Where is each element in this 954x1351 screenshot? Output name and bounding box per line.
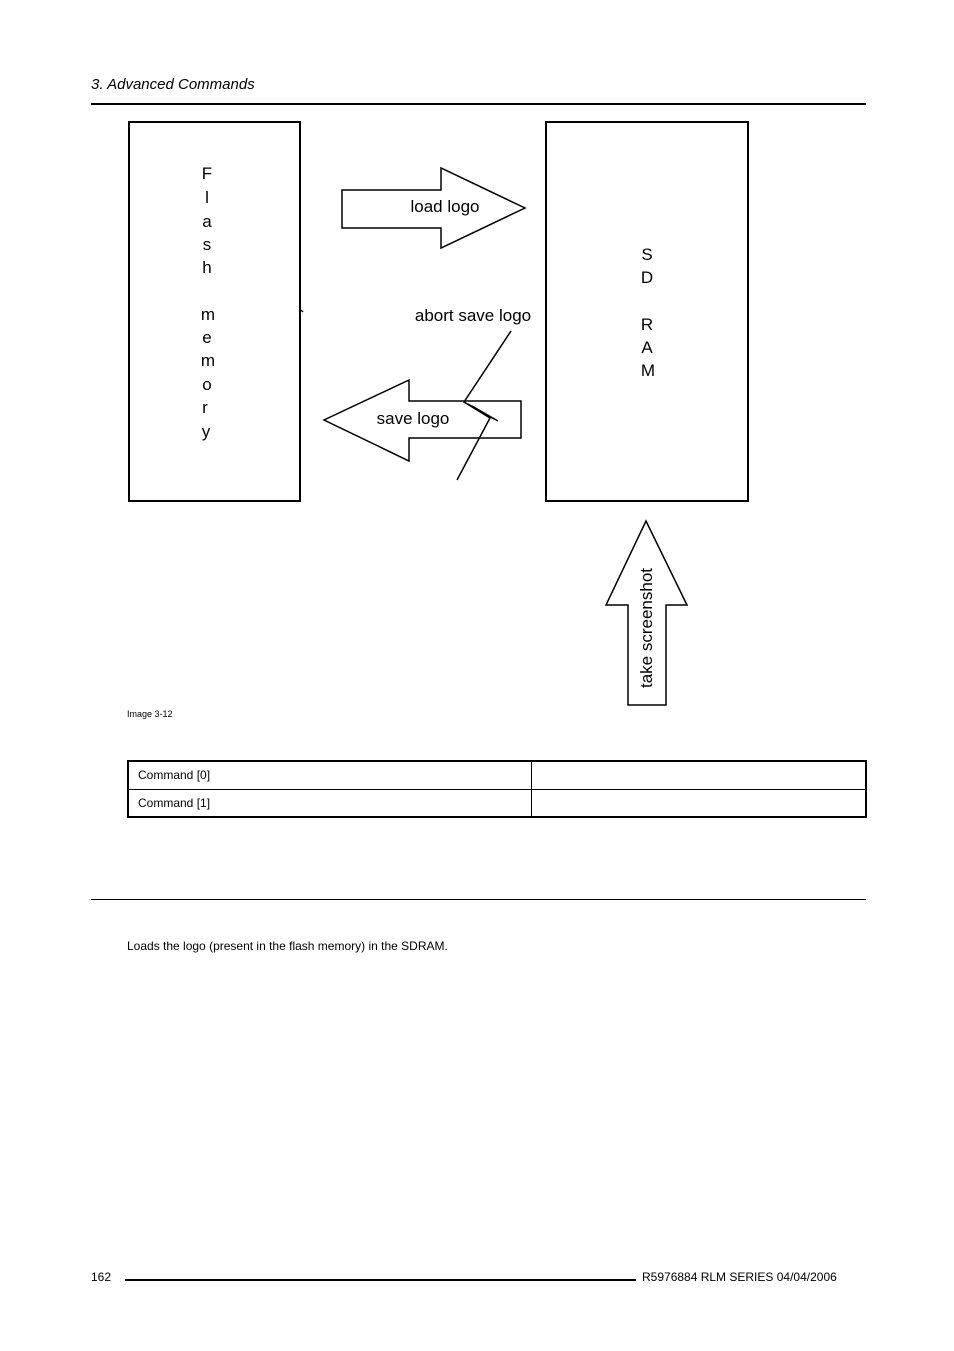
take-screenshot-label: take screenshot bbox=[637, 567, 656, 689]
save-logo-label: save logo bbox=[376, 409, 450, 428]
body-paragraph: Loads the logo (present in the flash memory) in the SDRAM. bbox=[127, 939, 448, 953]
footer-rule bbox=[125, 1279, 636, 1281]
flash-letter: l bbox=[205, 188, 209, 207]
table-cell bbox=[531, 789, 866, 817]
flash-letter: o bbox=[202, 375, 212, 394]
page-header-title: 3. Advanced Commands bbox=[91, 76, 255, 93]
page-number: 162 bbox=[91, 1270, 112, 1284]
load-logo-label: load logo bbox=[410, 197, 480, 216]
section-rule bbox=[91, 899, 866, 900]
sdram-letter: A bbox=[641, 338, 653, 357]
flash-letter: h bbox=[202, 258, 212, 277]
table-cell: Command [0] bbox=[128, 761, 531, 789]
flash-letter: a bbox=[202, 212, 212, 231]
sdram-letter: R bbox=[640, 315, 654, 334]
abort-save-logo-label: abort save logo bbox=[414, 306, 532, 325]
flash-letter: y bbox=[201, 422, 211, 441]
tick-mark bbox=[301, 310, 303, 312]
sdram-letter: D bbox=[640, 268, 654, 287]
flash-letter: s bbox=[202, 235, 212, 254]
flash-letter: e bbox=[202, 328, 212, 347]
document-reference: R5976884 RLM SERIES 04/04/2006 bbox=[642, 1270, 837, 1284]
flash-letter: m bbox=[200, 305, 216, 324]
sdram-box bbox=[546, 122, 748, 501]
table-cell bbox=[531, 761, 866, 789]
command-table bbox=[127, 760, 867, 818]
table-cell: Command [1] bbox=[128, 789, 531, 817]
flash-memory-label bbox=[201, 164, 215, 441]
flash-letter: m bbox=[200, 351, 216, 370]
table-row bbox=[128, 761, 866, 789]
sdram-letter: S bbox=[641, 245, 653, 264]
sdram-label bbox=[641, 245, 655, 380]
flash-letter: r bbox=[202, 398, 208, 417]
table-row bbox=[128, 789, 866, 817]
sdram-letter: M bbox=[640, 361, 656, 380]
image-caption: Image 3-12 bbox=[127, 709, 173, 719]
flash-letter: F bbox=[201, 164, 213, 183]
